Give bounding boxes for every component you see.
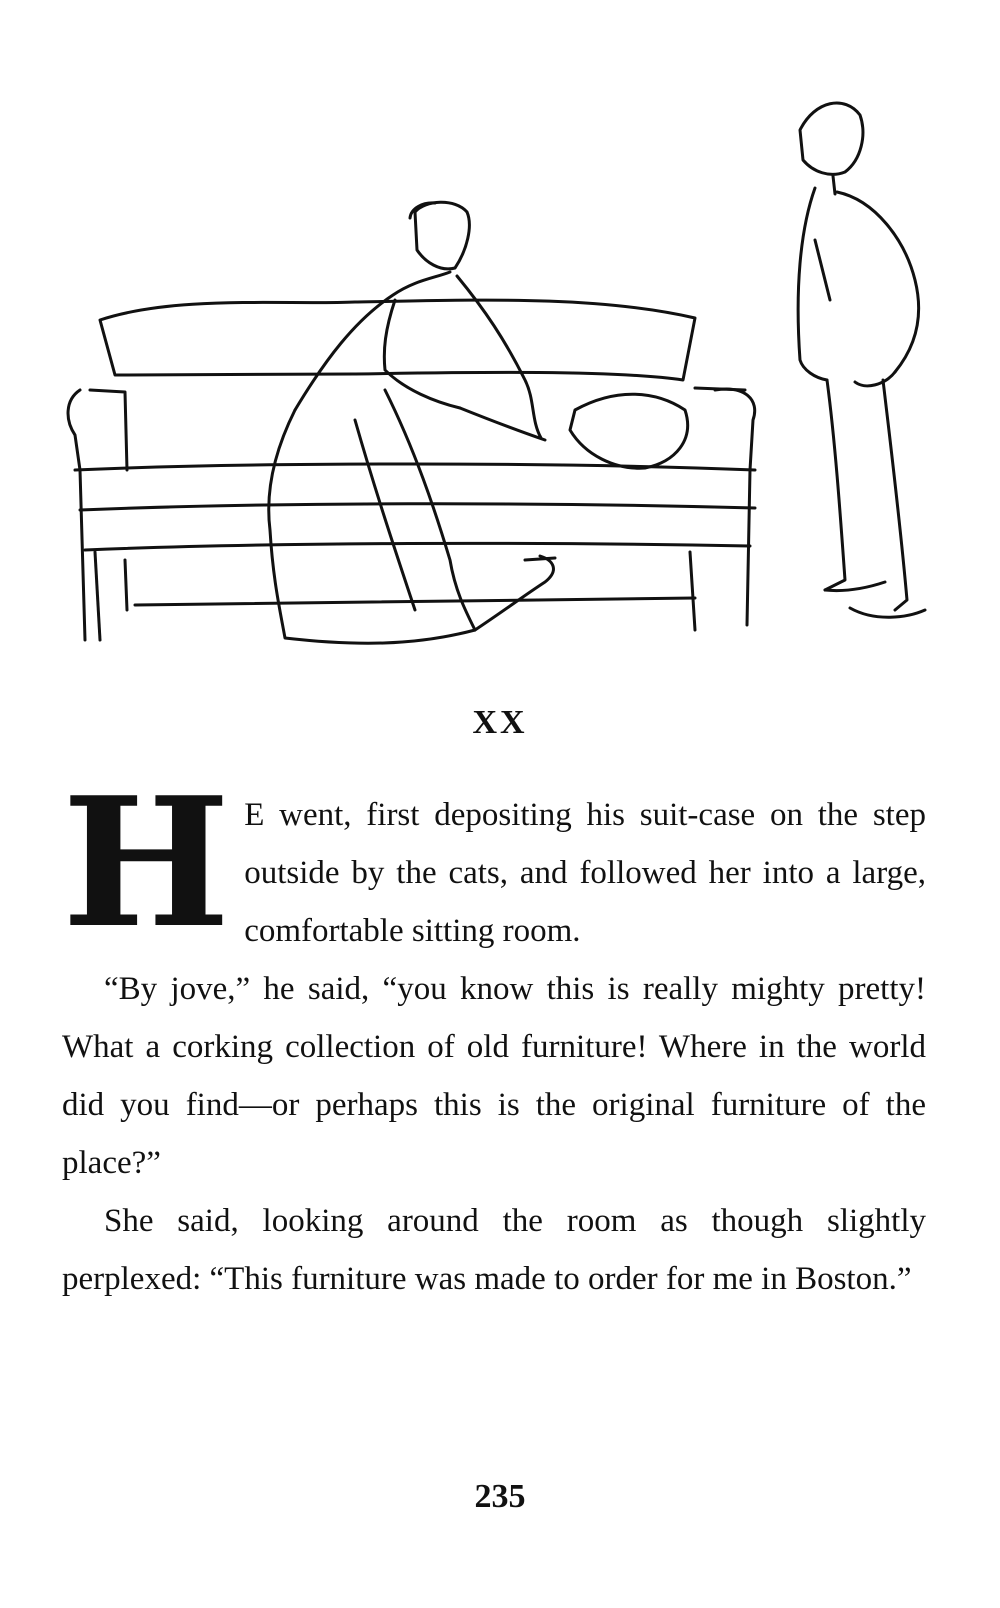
page-number: 235 (474, 1478, 526, 1515)
paragraph: She said, looking around the room as though slightly perplexed: “This furniture was made to order for me in Boston.” (62, 1203, 926, 1297)
drop-cap: H (62, 758, 231, 967)
man-drawing (798, 103, 925, 617)
body-text (62, 758, 926, 1308)
paragraph-text: E went, first depositing his suit-case on the step outside by the cats, and followed her into a large, comfortable sitting room. (244, 797, 926, 949)
sofa-drawing (68, 300, 755, 640)
woman-drawing (269, 202, 555, 643)
chapter-heading: XX (472, 704, 528, 741)
paragraph (62, 758, 926, 967)
illustration (55, 90, 945, 690)
paragraph: “By jove,” he said, “you know this is really mighty pretty! What a corking collection of old furniture! Where in the world did you find—or perhaps this is the original furniture of the place?” (62, 971, 926, 1181)
